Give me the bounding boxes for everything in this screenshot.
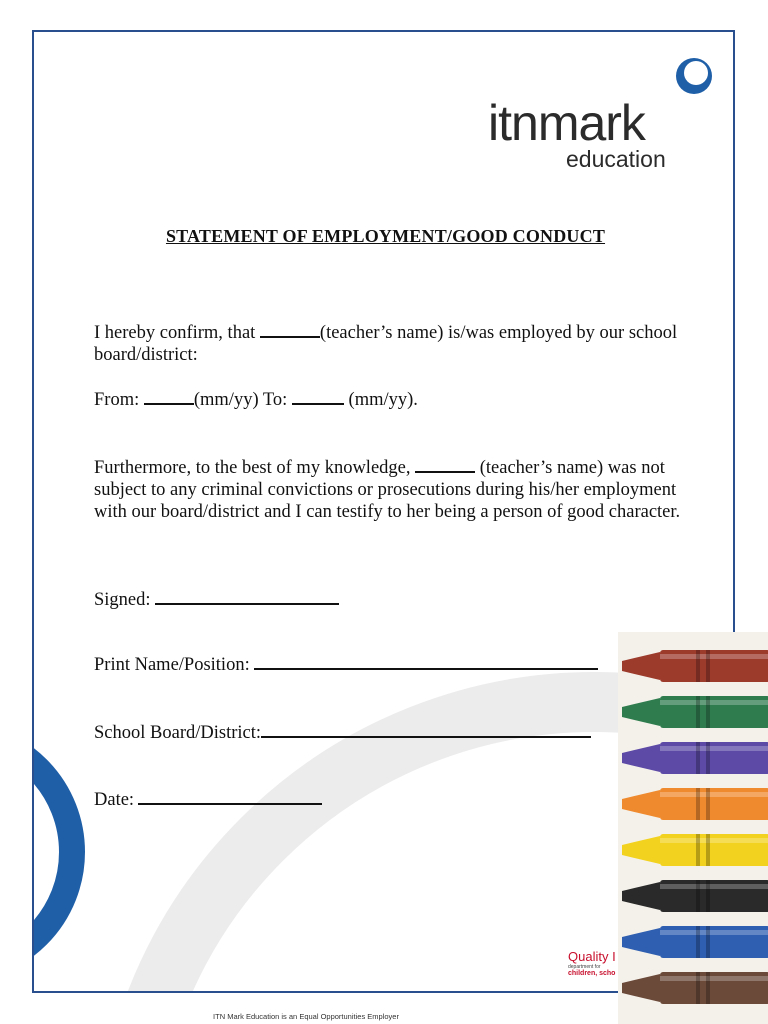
signed-label: Signed:: [94, 590, 151, 610]
good-conduct-paragraph: [94, 455, 694, 523]
print-name-label: Print Name/Position:: [94, 655, 250, 675]
date-line[interactable]: [138, 789, 322, 805]
teacher-name-blank[interactable]: [260, 320, 320, 338]
quality-mark-badge: [568, 950, 616, 978]
signature-line[interactable]: [155, 589, 339, 605]
footer-note: ITN Mark Education is an Equal Opportunities Employer: [213, 1012, 399, 1021]
logo-circle-icon: [672, 54, 716, 98]
crayons-image: [618, 632, 768, 1024]
good-conduct-text-start: Furthermore, to the best of my knowledge,: [94, 458, 416, 478]
itnmark-logo: [486, 54, 716, 174]
school-board-line[interactable]: [261, 722, 591, 738]
quality-mark-line2: children, scho: [568, 970, 616, 977]
confirmation-paragraph: [94, 320, 694, 366]
school-board-field: [94, 722, 591, 744]
employment-dates-line: [94, 387, 694, 411]
print-name-field: [94, 654, 598, 676]
confirmation-text-start: I hereby confirm, that: [94, 323, 260, 343]
school-board-label: School Board/District:: [94, 723, 261, 743]
to-date-blank[interactable]: [292, 387, 344, 405]
date-label: Date:: [94, 790, 135, 810]
logo-wordmark-itn: itn: [488, 95, 538, 151]
teacher-name-blank-2[interactable]: [415, 455, 475, 473]
signed-field: [94, 589, 339, 611]
print-name-line[interactable]: [254, 654, 598, 670]
good-conduct-text-end: (teacher’s name) was not subject to any criminal convictions or prosecutions during his/her employment with our board/district and I can testify to her being a person of good character.: [94, 458, 681, 522]
logo-wordmark-mark: mark: [537, 95, 645, 151]
confirmation-text-end: (teacher’s name) is/was employed by our school board/district:: [94, 323, 678, 365]
to-unit-label: (mm/yy).: [343, 390, 418, 410]
crayons-illustration: [618, 632, 768, 1024]
date-field: [94, 789, 322, 811]
from-unit-label: (mm/yy) To:: [193, 390, 292, 410]
document-title: STATEMENT OF EMPLOYMENT/GOOD CONDUCT: [165, 226, 606, 246]
quality-mark-title: Quality I: [568, 949, 616, 964]
from-label: From:: [94, 390, 144, 410]
logo-wordmark: [488, 95, 645, 151]
blue-arc: [34, 734, 72, 970]
quality-mark-line1: department for: [568, 964, 601, 970]
from-date-blank[interactable]: [144, 387, 194, 405]
logo-tagline: education: [566, 146, 666, 172]
